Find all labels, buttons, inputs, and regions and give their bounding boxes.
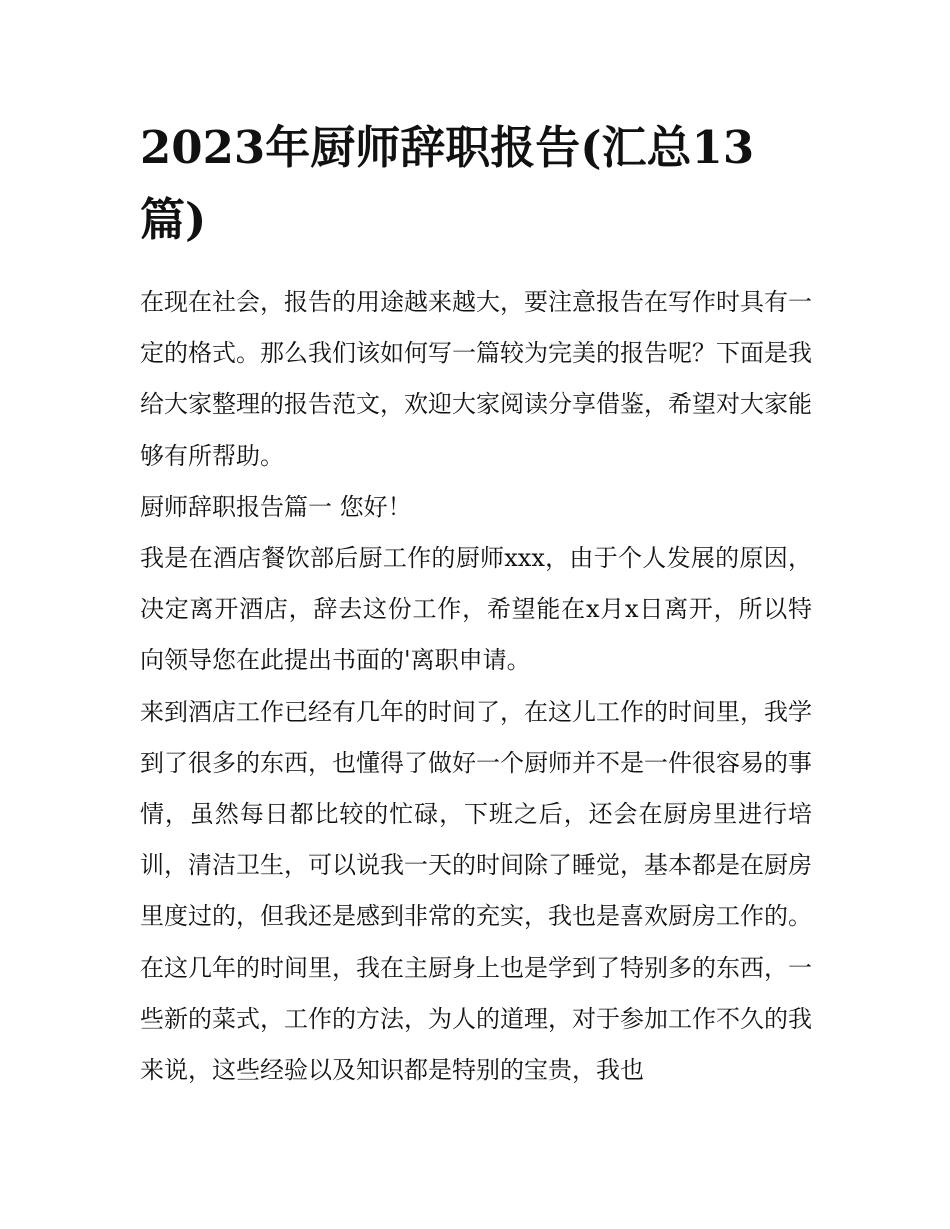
paragraph-heading-greeting: 厨师辞职报告篇一 您好！ xyxy=(140,492,412,521)
paragraph-resignation-reason: 我是在酒店餐饮部后厨工作的厨师xxx，由于个人发展的原因，决定离开酒店，辞去这份工作，希望能在x月x日离开，所以特向领导您在此提出书面的'离职申请。 xyxy=(140,544,812,675)
document-title: 2023年厨师辞职报告(汇总13篇) xyxy=(140,121,755,246)
document-content xyxy=(140,112,812,1096)
paragraph-work-experience: 来到酒店工作已经有几年的时间了，在这儿工作的时间里，我学到了很多的东西，也懂得了做好一个厨师并不是一件很容易的事情，虽然每日都比较的忙碌，下班之后，还会在厨房里进行培训，清洁卫生，可以说我一天的时间除了睡觉，基本都是在厨房里度过的，但我还是感到非常的充实，我也是喜欢厨房工作的。在这几年的时间里，我在主厨身上也是学到了特别多的东西，一些新的菜式，工作的方法，为人的道理，对于参加工作不久的我来说，这些经验以及知识都是特别的宝贵，我也 xyxy=(140,697,812,1085)
paragraph-intro: 在现在社会，报告的用途越来越大，要注意报告在写作时具有一定的格式。那么我们该如何写一篇较为完美的报告呢？下面是我给大家整理的报告范文，欢迎大家阅读分享借鉴，希望对大家能够有所帮助。 xyxy=(140,288,812,470)
document-body xyxy=(140,277,812,1096)
